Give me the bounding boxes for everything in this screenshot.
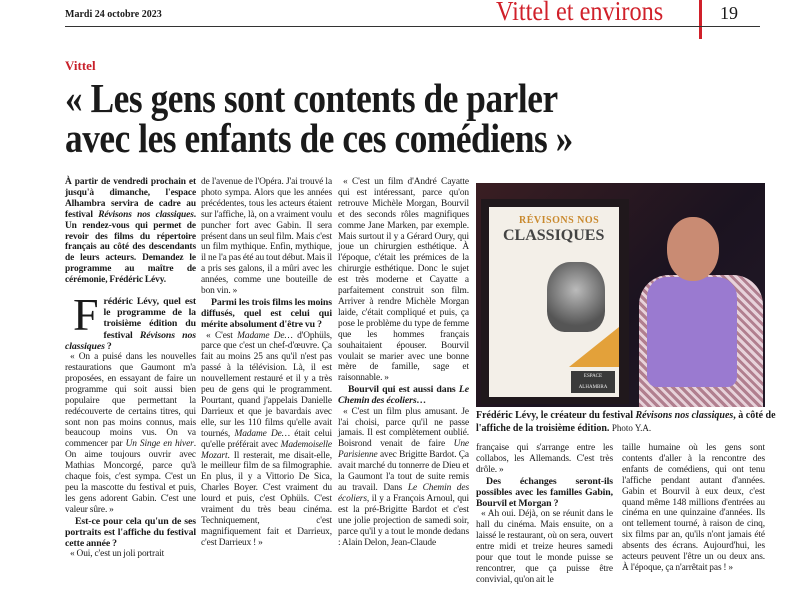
photo-credit: Photo Y.A. (611, 423, 652, 433)
interview-answer (65, 352, 196, 516)
headline-line-1: « Les gens sont contents de parler (65, 75, 558, 121)
text-run: Bourvil qui est aussi dans (348, 384, 459, 396)
text-run: avec Brigitte Bardot. Ça avait marché du tonnerre de Dieu et la Gaumont l'a tout de suite remis au travail. Dans (338, 450, 469, 493)
interview-answer (338, 177, 469, 384)
italic-title: Madame De… (237, 330, 293, 341)
text-run: Des échanges seront-ils possibles avec les familles Gabin, Bourvil et Morgan ? (476, 475, 613, 510)
text-run: . Il resterait, me disait-elle, le meilleur film de sa filmographie. En plus, il y a Vittorio De Sica, Charles Boyer. C'est vraiment du lourd et puis, c'est Ophüls. C'est vraiment du très beau cinéma. Techniquement, c'est magnifiquement fait et Darrieux, c'est Darrieux ! » (201, 450, 332, 548)
text-run: ? (104, 340, 112, 352)
text-run: « C'est un film plus amusant. Je l'ai choisi, parce qu'il ne passe jamais. Il est complètement oublié. Boisrond venait de faire (338, 406, 469, 450)
body-paragraph (622, 443, 765, 574)
interview-question (65, 516, 196, 550)
festival-poster (489, 207, 619, 397)
italic-title: Le Chemin des écoliers… (338, 384, 469, 407)
text-run: d'Ophüls, parce que c'est un chef-d'œuvre. Ça fait au moins 25 ans qu'il n'est pas passé à la télévision. Là, il est nouvellement restauré et il y a très peu de gens qui le programment. Pourtant, quand j'appelais Danielle Darrieux et que je bavardais avec elle, sur les 110 films qu'elle avait tournés, (201, 330, 332, 439)
text-run: Est-ce pour cela qu'un de ses portraits est l'affiche du festival cette année ? (65, 515, 196, 550)
italic-title: Révisons nos classiques (98, 209, 194, 220)
person-head (667, 217, 719, 281)
interview-answer (201, 331, 332, 549)
text-run: . On aime toujours ouvrir avec Mathias Moncorgé, parce qu'à chaque fois, c'est sympa. C'est un peu la mascotte du festival et puis, les gens adorent Gabin. C'est une valeur sûre. » (65, 439, 196, 515)
poster-portrait (547, 262, 605, 332)
kicker: Vittel (65, 58, 96, 73)
poster-decoration (569, 327, 619, 367)
interview-question (476, 476, 613, 510)
italic-title: Madame De… (234, 428, 290, 439)
text-run: de l'avenue de l'Opéra. J'ai trouvé la photo sympa. Alors que les années précédentes, tous les acteurs étaient sur l'affiche, là, on a vraiment voulu puncher fort avec Gabin. Il sera présent dans un seul film. Mais c'est un film mythique. Enfin, mythique, il ne l'a pas été au tout début. Mais il a pris ses galons, il a mûri avec les années, comme une bouteille de bon vin. » (201, 177, 332, 297)
article-intro (65, 177, 196, 286)
text-run: rédéric Lévy, quel est le programme de la troisième édition du festival (103, 296, 196, 341)
italic-title: Mademoiselle Mozart (201, 439, 332, 461)
interview-answer (65, 549, 196, 560)
article-photo (476, 183, 765, 407)
article-column-4 (476, 443, 613, 586)
text-run: , à côté de l'affiche de la troisième édition. (476, 410, 776, 434)
photo-caption (476, 410, 776, 435)
section-title: Vittel et environs (496, 0, 664, 26)
poster-title-line-2: CLASSIQUES (503, 227, 605, 244)
article-column-3 (338, 177, 469, 548)
article-column-5 (622, 443, 765, 574)
text-run: À partir de vendredi prochain et jusqu'à dimanche, l'espace Alhambra servira de cadre au festival (65, 177, 196, 220)
poster-venue: ESPACE ALHAMBRA (571, 371, 615, 393)
text-run: taille humaine où les gens sont contents d'aller à la rencontre des enfants de comédiens, qui ont tenu l'affiche pendant autant d'années. Gabin et Bourvil à eux deux, c'est quand même 148 millions d'entrées au cinéma en une quinzaine d'années. Ils ont tellement tourné, à raison de cinq, six films par an, qu'ils n'ont jamais été absents des écrans. Aujourd'hui, les acteurs peuvent l'être un ou deux ans. À l'époque, ça n'arrêtait pas ! » (622, 443, 765, 573)
person-scarf (647, 277, 737, 387)
body-paragraph (201, 177, 332, 297)
interview-answer (338, 407, 469, 549)
text-run: , il y a François Arnoul, qui est la pré-Brigitte Bardot et c'est une jolie projection de samedi soir, parce qu'il y a tout le monde dedans : Alain Delon, Jean-Claude (338, 493, 469, 548)
italic-title: Le Chemin des écoliers (338, 482, 469, 504)
text-run: « C'est un film d'André Cayatte qui est intéressant, parce qu'on retrouve Michèle Morgan, Bourvil et des seconds rôles magnifiques comme Jane Marken, par exemple. Mais surtout il y a Gérard Oury, qui joue un chirurgien esthétique. À l'époque, c'était les prémices de la chirurgie esthétique. Donc le sujet est très moderne et Cayatte a parfaitement construit son film. Arriver à rendre Michèle Morgan laide, c'était compliqué et puis, ça pose le problème du type de femme que les hommes français souhaitaient épouser. Bourvil voulait se marier avec une bonne mère de famille, sage et raisonnable. » (338, 177, 469, 384)
text-run: « On a puisé dans les nouvelles restaurations que Gaumont m'a proposées, en essayant de faire un programme qui soit aussi bien populaire que permettant la redécouverte de certains titres, qui sont non pas moins connus, mais beaucoup moins vus. On va commencer par (65, 352, 196, 450)
text-run: « Oui, c'est un joli portrait (70, 549, 165, 560)
interview-question (65, 289, 196, 352)
poster-title-line-1: RÉVISONS NOS (519, 215, 600, 226)
article-column-2 (201, 177, 332, 549)
header-rule (65, 26, 760, 27)
page-number: 19 (720, 3, 738, 23)
headline-line-2: avec les enfants de ces comédiens » (65, 115, 573, 161)
section-divider (699, 0, 702, 39)
text-run: « Ah oui. Déjà, on se réunit dans le hall du cinéma. Mais ensuite, on a laissé le restaurant, où on sera, ouvert entre midi et treize heures samedi pour que tout le monde puisse se rencontrer, que ça puisse être convivial, qu'on ait le (476, 509, 613, 585)
text-run: Parmi les trois films les moins diffusés, quel est celui qui mérite absolument d'être vu ? (201, 296, 332, 331)
interview-question (201, 297, 332, 331)
interview-question (338, 384, 469, 406)
headline (65, 75, 573, 161)
italic-title: Révisons nos classiques (635, 410, 734, 421)
drop-cap: F (73, 289, 99, 341)
text-run: « C'est (206, 330, 238, 341)
person-figure (639, 217, 763, 407)
italic-title: Révisons nos classiques (65, 329, 196, 352)
italic-title: Un Singe en hiver (125, 439, 194, 450)
interview-answer (476, 509, 613, 585)
text-run: française qui s'arrange entre les collabos, les Allemands. C'est très drôle. » (476, 443, 613, 475)
text-run: Frédéric Lévy, le créateur du festival (476, 410, 636, 421)
body-paragraph (476, 443, 613, 476)
issue-date: Mardi 24 octobre 2023 (65, 9, 162, 20)
article-column-1 (65, 177, 196, 560)
text-run: . Un rendez-vous qui permet de revoir des films du répertoire français au côté des descendants de leurs acteurs. Demandez le programme au maître de cérémonie, Frédéric Lévy. (65, 209, 196, 286)
text-run: était celui qu'elle préférait avec (201, 428, 332, 450)
italic-title: Une Parisienne (338, 439, 469, 461)
